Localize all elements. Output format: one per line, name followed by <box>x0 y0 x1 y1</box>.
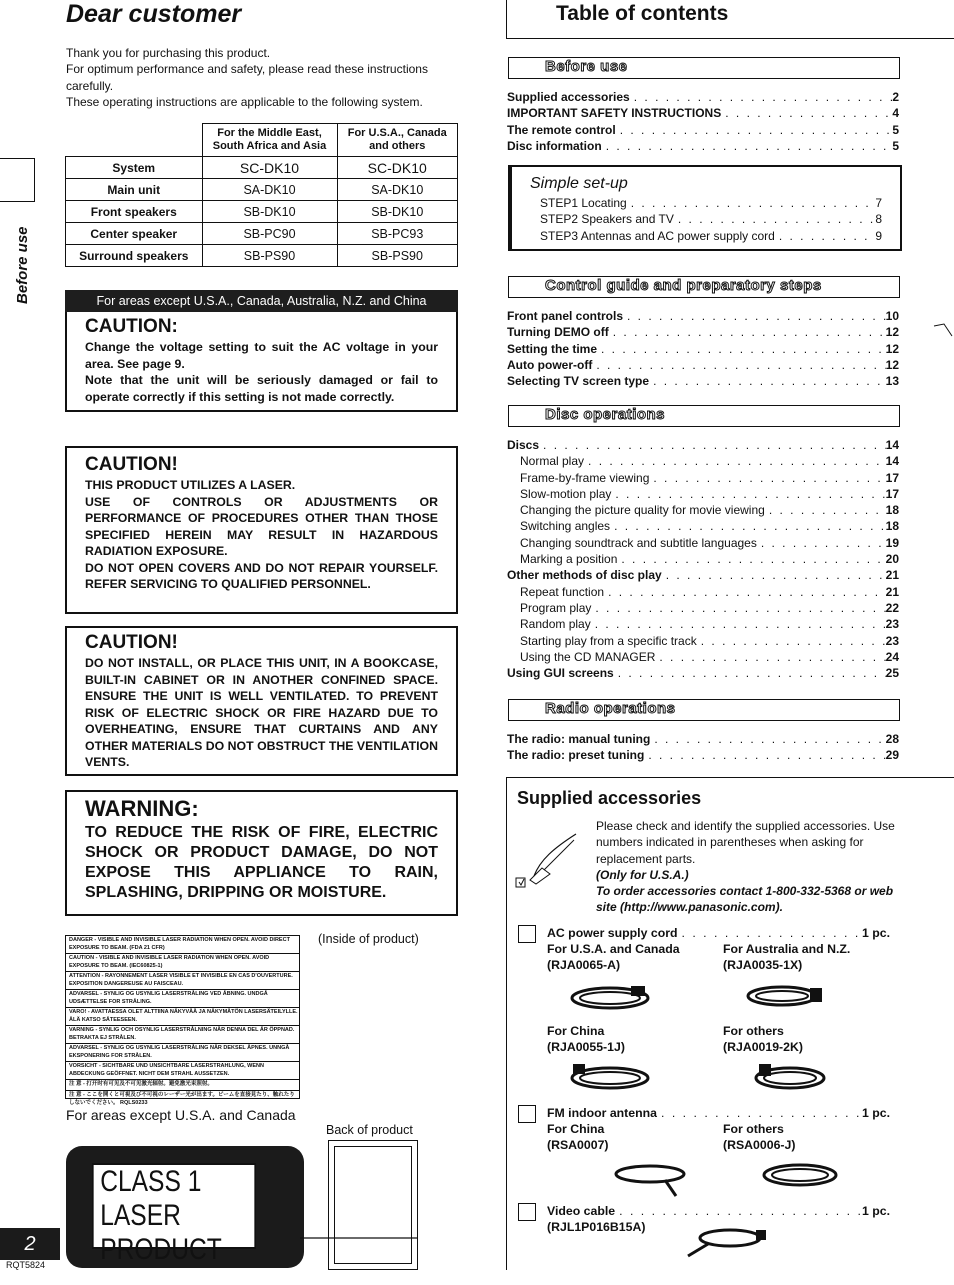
label-pointer-line <box>300 1230 420 1250</box>
toc-list-radio-operations <box>507 731 899 764</box>
document-code: RQT5824 <box>6 1260 46 1270</box>
toc-entry: Discs . . . 14 <box>507 437 899 453</box>
variant-china: For China (RJA0055-1J) <box>547 1024 625 1055</box>
toc-entry: Switching angles . . . 18 <box>507 518 899 534</box>
toc-entry: Normal play . . . 14 <box>507 453 899 469</box>
toc-entry: Setting the time . . . 12 <box>507 341 899 357</box>
checkbox-fm-antenna[interactable] <box>518 1105 536 1123</box>
toc-entry: Frame-by-frame viewing . . . 17 <box>507 470 899 486</box>
toc-entry: Auto power-off . . . 12 <box>507 357 899 373</box>
toc-list-control-guide <box>507 308 899 389</box>
variant-china: For China (RSA0007) <box>547 1122 609 1153</box>
ac-cord-icon <box>565 978 655 1018</box>
toc-entry: The remote control . . . 5 <box>507 122 899 138</box>
toc-title: Table of contents <box>556 2 729 25</box>
toc-entry: Using GUI screens . . . 25 <box>507 665 899 681</box>
variant-us-canada: For U.S.A. and Canada (RJA0065-A) <box>547 942 680 973</box>
toc-entry: STEP1 Locating . . . 7 <box>540 195 882 211</box>
simple-setup-box: Simple set-up STEP1 Locating . . . 7 STEP2 Speakers and TV . . . 8 STEP3 Antennas and AC power supply cord . . . 9 <box>508 165 902 251</box>
toc-entry: Random play . . . 23 <box>507 616 899 632</box>
area-notice-bar: For areas except U.S.A., Canada, Australia, N.Z. and China <box>65 290 458 312</box>
supplied-accessories-title: Supplied accessories <box>517 788 702 808</box>
toc-entry: Disc information . . . 5 <box>507 138 899 154</box>
variant-others: For others (RSA0006-J) <box>723 1122 796 1153</box>
toc-list-disc-operations <box>507 437 899 681</box>
system-table <box>65 123 458 267</box>
toc-entry: Marking a position . . . 20 <box>507 551 899 567</box>
table-row: Main unit SA-DK10 SA-DK10 <box>66 179 458 201</box>
fm-antenna-icon <box>610 1158 700 1198</box>
checkbox-ac-cord[interactable] <box>518 925 536 943</box>
table-header-us: For U.S.A., Canada and others <box>337 124 458 157</box>
laser-warning-label: DANGER - VISIBLE AND INVISIBLE LASER RADIATION WHEN OPEN. AVOID DIRECT EXPOSURE TO BEAM. (FDA 21 CFR) CAUTION - VISIBLE AND INVISIBLE LASER RADIATION WHEN OPEN. AVOID EXPOSURE TO BEAM. (IEC60825-1) ATTENTION - RAYONNEMENT LASER VISIBLE ET INVISIBLE EN CAS D'OUVERTURE. EXPOSITION DANGEREUSE AU FAISCEAU. ADVARSEL - SYNLIG OG USYNLIG LASERSTRÅLING VED ÅBNING. UNDGÅ UDSÆTTELSE FOR STRÅLING. VARO! - AVATTAESSA OLET ALTTIINA NÄKYVÄÄ JA NÄKYMÄTÖN LASERSÄTEILYLLE. ÄLÄ KATSO SÄTEESEEN. VARNING - SYNLIG OCH OSYNLIG LASERSTRÅLNING NÄR DENNA DEL ÄR ÖPPNAD. BETRAKTA EJ STRÅLEN. ADVARSEL - SYNLIG OG USYNLIG LASERSTRÅLING NÅR DEKSEL ÅPNES. UNNGÅ EKSPONERING FOR STRÅLEN. VORSICHT - SICHTBARE UND UNSICHTBARE LASERSTRAHLUNG, WENN ABDECKUNG GEÖFFNET. NICHT DEM STRAHL AUSSETZEN. 注 意 - 打开时有可见及不可见激光辐射。避免激光束照射。 注 意 - ここを開くと可視及び不可視のレーザー光が出ます。ビームを直接見たり、触れたりしないでください。 RQLS0233 <box>65 935 300 1099</box>
intro-text: Thank you for purchasing this product. For optimum performance and safety, please read these instructions carefully. These operating instructions are applicable to the following system. <box>66 46 428 110</box>
toc-entry: The radio: preset tuning . . . 29 <box>507 747 899 763</box>
toc-entry: The radio: manual tuning . . . 28 <box>507 731 899 747</box>
toc-entry: Program play . . . 22 <box>507 600 899 616</box>
toc-entry: Other methods of disc play . . . 21 <box>507 567 899 583</box>
fm-antenna-icon <box>755 1155 845 1195</box>
ac-cord-icon <box>565 1058 655 1098</box>
toc-entry: STEP3 Antennas and AC power supply cord . . . 9 <box>540 228 882 244</box>
back-caption: Back of product <box>326 1123 413 1137</box>
toc-entry: Using the CD MANAGER . . . 24 <box>507 649 899 665</box>
toc-entry: Supplied accessories . . . 2 <box>507 89 899 105</box>
page-title: Dear customer <box>66 0 242 28</box>
section-bar-radio-operations: Radio operations <box>508 699 900 721</box>
toc-entry: Starting play from a specific track . . . 23 <box>507 633 899 649</box>
toc-list-simple-setup <box>540 195 882 244</box>
accessory-ac-cord: AC power supply cord . . . 1 pc. <box>547 925 890 941</box>
table-header-asia: For the Middle East, South Africa and Asia <box>202 124 337 157</box>
margin-mark-icon <box>930 318 954 342</box>
toc-entry: Slow-motion play . . . 17 <box>507 486 899 502</box>
variant-others: For others (RJA0019-2K) <box>723 1024 803 1055</box>
toc-entry: Repeat function . . . 21 <box>507 584 899 600</box>
section-bar-control-guide: Control guide and preparatory steps <box>508 276 900 298</box>
accessory-fm-antenna: FM indoor antenna . . . 1 pc. <box>547 1105 890 1121</box>
caution-voltage-box: CAUTION: Change the voltage setting to suit the AC voltage in your area. See page 9. Note that the unit will be seriously damaged or fail to operate correctly if this setting is not made correctly. <box>65 312 458 412</box>
caution-laser-box: CAUTION! THIS PRODUCT UTILIZES A LASER. USE OF CONTROLS OR ADJUSTMENTS OR PERFORMANCE OF PROCEDURES OTHER THAN THOSE SPECIFIED HEREIN MAY RESULT IN HAZARDOUS RADIATION EXPOSURE. DO NOT OPEN COVERS AND DO NOT REPAIR YOURSELF. REFER SERVICING TO QUALIFIED PERSONNEL. <box>65 446 458 614</box>
toc-list-before-use <box>507 89 899 154</box>
table-row: Front speakers SB-DK10 SB-DK10 <box>66 201 458 223</box>
table-row: Surround speakers SB-PS90 SB-PS90 <box>66 245 458 267</box>
warning-box: WARNING: TO REDUCE THE RISK OF FIRE, ELECTRIC SHOCK OR PRODUCT DAMAGE, DO NOT EXPOSE THIS APPLIANCE TO RAIN, SPLASHING, DRIPPING OR MOISTURE. <box>65 790 458 916</box>
class1-laser-label: CLASS 1 LASER PRODUCT <box>92 1163 256 1249</box>
pen-checklist-icon <box>514 830 584 890</box>
section-bar-before-use: Before use <box>508 57 900 79</box>
table-row: Center speaker SB-PC90 SB-PC93 <box>66 223 458 245</box>
side-marker-box <box>0 158 35 202</box>
ac-cord-icon <box>740 976 830 1016</box>
caution-ventilation-box: CAUTION! DO NOT INSTALL, OR PLACE THIS UNIT, IN A BOOKCASE, BUILT-IN CABINET OR IN ANOTHER CONFINED SPACE. ENSURE THE UNIT IS WELL VENTILATED. TO PREVENT RISK OF ELECTRIC SHOCK OR FIRE HAZARD DUE TO OVERHEATING, ENSURE THAT CURTAINS AND ANY OTHER MATERIALS DO NOT OBSTRUCT THE VENTILATION VENTS. <box>65 626 458 776</box>
accessory-video-cable: Video cable . . . 1 pc. (RJL1P016B15A) <box>547 1203 890 1236</box>
toc-entry: Selecting TV screen type . . . 13 <box>507 373 899 389</box>
toc-entry: Front panel controls . . . 10 <box>507 308 899 324</box>
supplied-intro: Please check and identify the supplied accessories. Use numbers indicated in parentheses when asking for replacement parts. (Only for U.S.A.) To order accessories contact 1-800-332-5368 or web site (http://www.panasonic.com). <box>596 819 895 915</box>
table-row: System SC-DK10 SC-DK10 <box>66 157 458 179</box>
ac-cord-icon <box>745 1058 835 1098</box>
video-cable-icon <box>680 1222 770 1262</box>
toc-entry: Turning DEMO off . . . 12 <box>507 324 899 340</box>
section-bar-disc-operations: Disc operations <box>508 405 900 427</box>
toc-entry: Changing the picture quality for movie viewing . . . 18 <box>507 502 899 518</box>
checkbox-video-cable[interactable] <box>518 1203 536 1221</box>
page-number: 2 <box>0 1228 60 1260</box>
side-section-tab: Before use <box>14 226 31 304</box>
areas-notice: For areas except U.S.A. and Canada <box>66 1107 296 1123</box>
toc-entry: STEP2 Speakers and TV . . . 8 <box>540 211 882 227</box>
toc-entry: Changing soundtrack and subtitle languages . . . 19 <box>507 535 899 551</box>
label-caption: (Inside of product) <box>318 932 419 946</box>
variant-australia: For Australia and N.Z. (RJA0035-1X) <box>723 942 851 973</box>
toc-entry: IMPORTANT SAFETY INSTRUCTIONS . . . 4 <box>507 105 899 121</box>
